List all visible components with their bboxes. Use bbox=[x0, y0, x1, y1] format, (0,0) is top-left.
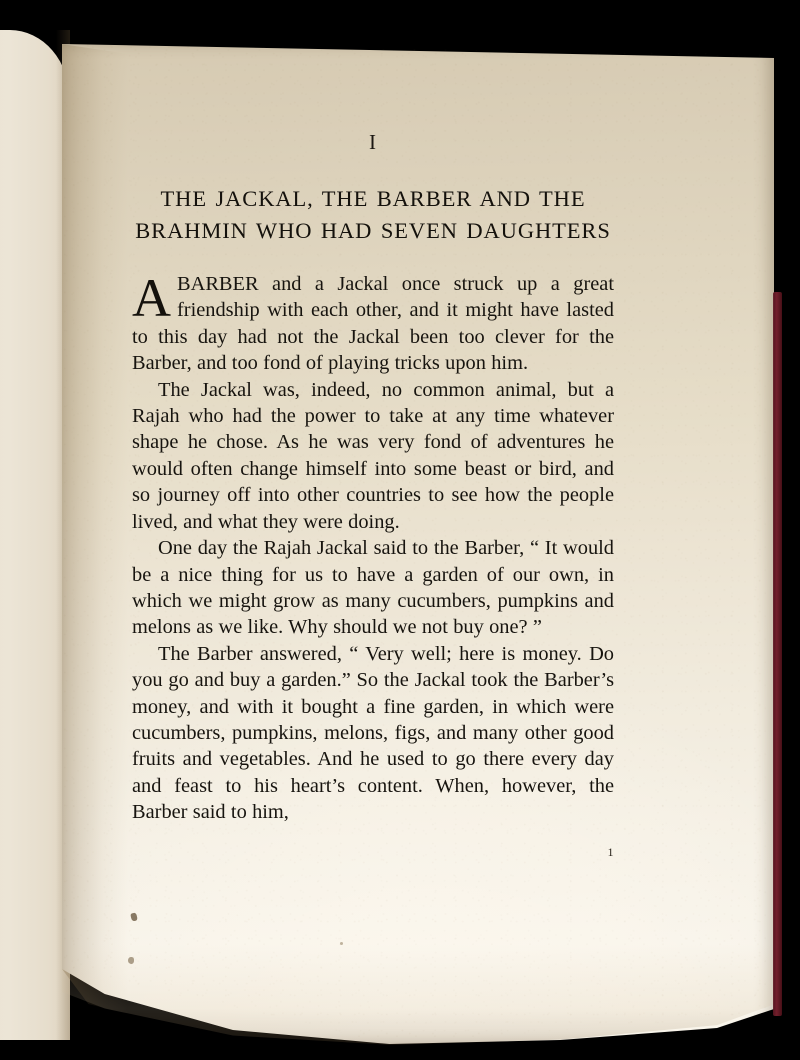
chapter-title bbox=[132, 183, 614, 247]
body-paragraph-3: One day the Rajah Jackal said to the Barber, “ It would be a nice thing for us to have a garden of our own, in which we might grow as many cucumbers, pumpkins and melons as we like. Why should we not buy one? ” bbox=[132, 537, 614, 639]
body-paragraph-1 bbox=[132, 267, 614, 377]
chapter-title-line-1: THE JACKAL, THE BARBER AND THE bbox=[160, 186, 586, 211]
facing-page-verso bbox=[0, 30, 70, 1040]
chapter-title-line-2: BRAHMIN WHO HAD SEVEN DAUGHTERS bbox=[135, 217, 611, 243]
body-paragraph-4: The Barber answered, “ Very well; here is money. Do you go and buy a garden.” So the Jackal took the Barber’s money, and with it bought a fine garden, in which were cucumbers, pumpkins, melons, figs, and many other good fruits and vegetables. And he used to go there every day and feast to his heart’s content. When, however, the Barber said to him, bbox=[132, 642, 614, 824]
type-area bbox=[132, 132, 614, 826]
body-paragraph-2: The Jackal was, indeed, no common animal, but a Rajah who had the power to take at any time whatever shape he chose. As he was very fond of adventures he would often change himself into some beast or bird, and so journey off into other countries to see how the people lived, and what they were doing. bbox=[132, 378, 614, 533]
page-folio-number: 1 bbox=[607, 845, 614, 859]
drop-cap-initial: A bbox=[132, 267, 171, 328]
chapter-number: I bbox=[369, 130, 377, 154]
book-cover-edge bbox=[773, 292, 782, 1016]
body-paragraph-1-text: BARBER and a Jackal once struck up a great friendship with each other, and it might have lasted to this day had not the Jackal been too clever for the Barber, and too fond of playing tricks upon him. bbox=[132, 272, 614, 375]
